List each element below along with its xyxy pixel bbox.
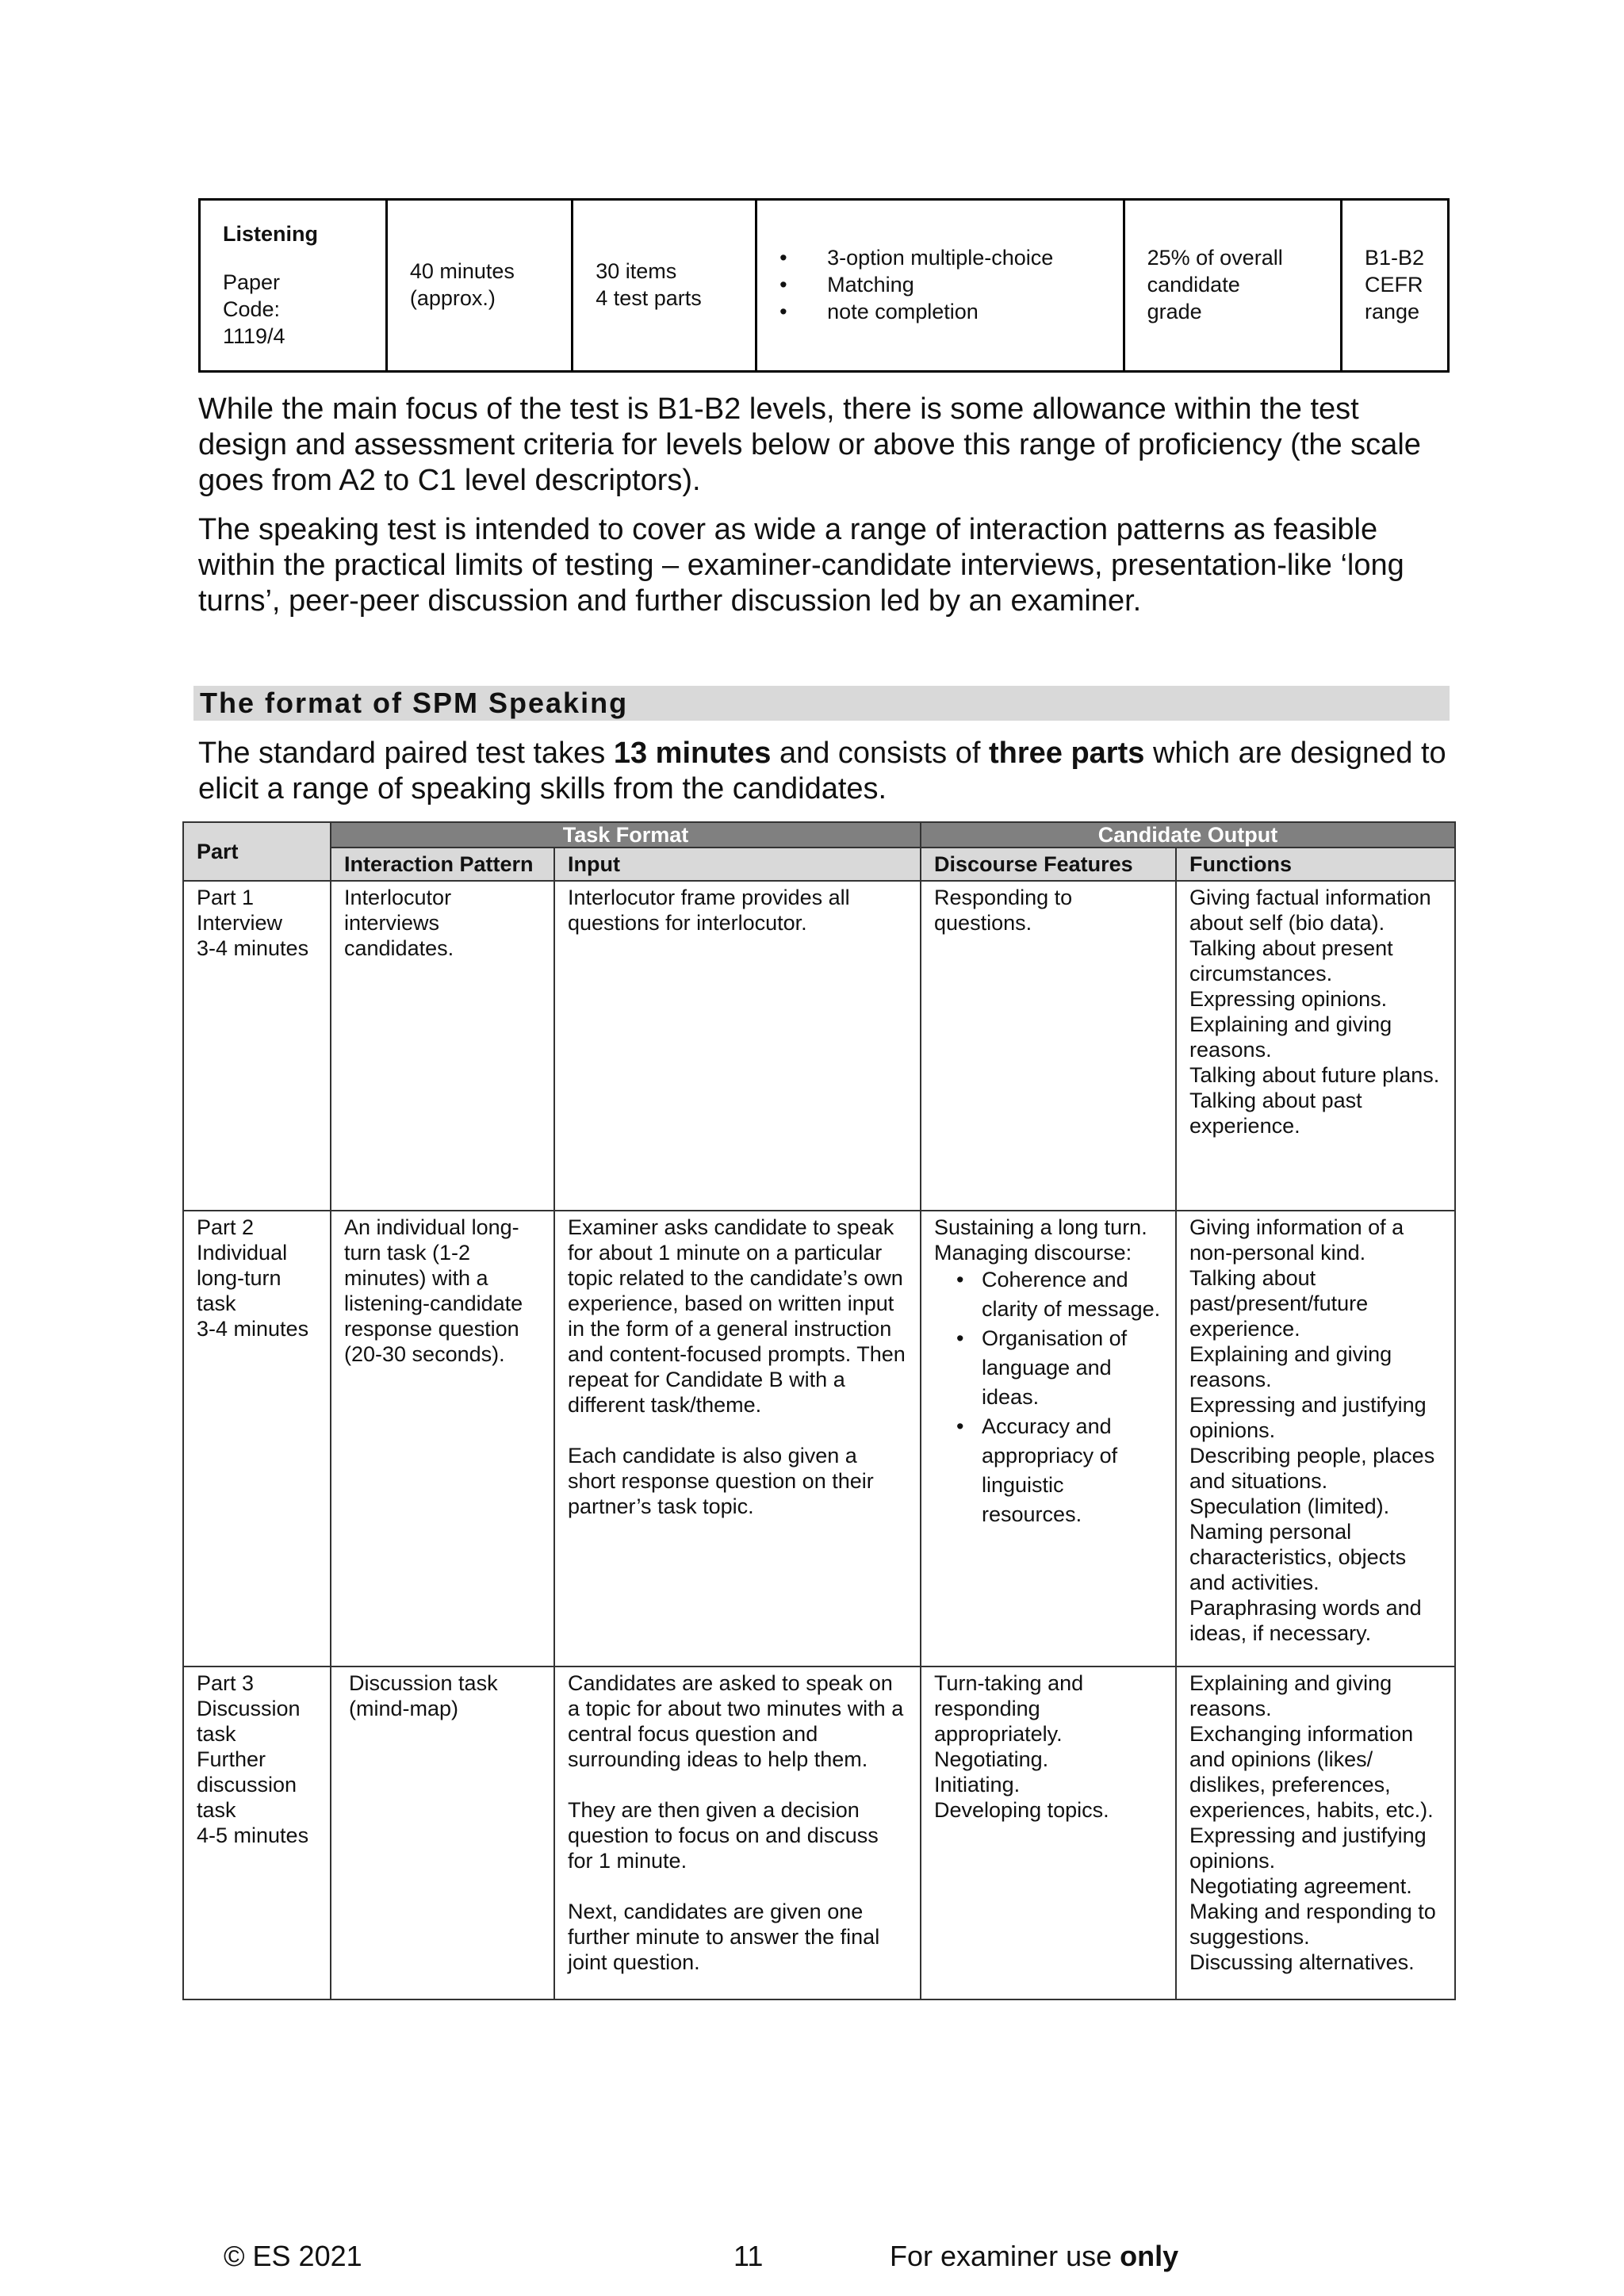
speaking-format-table — [182, 821, 1456, 2000]
listening-table — [198, 198, 1450, 373]
discourse-line: Initiating. — [934, 1773, 1021, 1797]
function-line: Explaining and giving reasons. — [1189, 1012, 1392, 1062]
part-line: Part 2 — [197, 1215, 255, 1239]
functions-cell — [1176, 881, 1455, 1211]
part-cell — [183, 1211, 331, 1667]
list-item: • note completion — [827, 299, 1111, 326]
discourse-line: Managing discourse: — [934, 1241, 1132, 1265]
parts-count: 4 test parts — [596, 286, 702, 310]
paragraph-levels: While the main focus of the test is B1-B2 levels, there is some allowance within the test design and assessment criteria for levels below or above this range of proficiency (the scale goes from A2 to C1 level descriptors). — [198, 392, 1421, 497]
intro-text: and consists of — [771, 737, 989, 770]
discourse-line: Sustaining a long turn. — [934, 1215, 1147, 1239]
page-number: 11 — [733, 2240, 764, 2272]
level: B1-B2 CEFR range — [1365, 246, 1425, 323]
duration: 40 minutes (approx.) — [409, 259, 515, 310]
interaction-cell — [331, 1667, 554, 1999]
weight-cell — [1124, 200, 1341, 372]
functions-cell — [1176, 1667, 1455, 1999]
col-header-functions: Functions — [1176, 848, 1455, 881]
col-header-interaction: Interaction Pattern — [331, 848, 554, 881]
footer-note — [890, 2240, 1178, 2273]
level-cell — [1342, 200, 1449, 372]
function-line: Giving factual information about self (bio data). — [1189, 886, 1431, 935]
input-text: Candidates are asked to speak on a topic for about two minutes with a central focus question and surrounding ideas to help them. — [568, 1671, 904, 1771]
function-line: Making and responding to suggestions. — [1189, 1900, 1436, 1949]
function-line: Exchanging information and opinions (likes/ dislikes, preferences, experiences, habits, etc.). — [1189, 1722, 1434, 1822]
paragraph-interaction: The speaking test is intended to cover as wide a range of interaction patterns as feasible within the practical limits of testing – examiner-candidate interviews, presentation-like ‘long turns’, peer-peer discussion and further discussion led by an examiner. — [198, 513, 1404, 618]
part-line: 4-5 minutes — [197, 1823, 309, 1847]
input-cell — [554, 881, 921, 1211]
table-row — [183, 1667, 1455, 1999]
function-line: Negotiating agreement. — [1189, 1874, 1412, 1898]
function-line: Paraphrasing words and ideas, if necessary. — [1189, 1596, 1422, 1645]
function-line: Giving information of a non-personal kind. — [1189, 1215, 1404, 1265]
input-text: Examiner asks candidate to speak for about 1 minute on a particular topic related to the candidate’s own experience, based on written input in the form of a general instruction and content-focused prompts. Then repeat for Candidate B with a different task/theme. — [568, 1215, 906, 1417]
col-header-part: Part — [183, 822, 331, 881]
interaction-text: Discussion task (mind-map) — [349, 1671, 498, 1720]
part-line: 3-4 minutes — [197, 1317, 309, 1341]
function-line: Talking about past/present/future experience. — [1189, 1266, 1369, 1341]
functions-cell — [1176, 1211, 1455, 1667]
list-item: • Coherence and clarity of message. — [982, 1265, 1162, 1324]
intro-duration: 13 minutes — [613, 737, 772, 770]
input-text: Interlocutor frame provides all questions for interlocutor. — [568, 886, 850, 935]
function-line: Explaining and giving reasons. — [1189, 1342, 1392, 1391]
input-cell — [554, 1211, 921, 1667]
input-text: They are then given a decision question to focus on and discuss for 1 minute. — [568, 1798, 879, 1873]
function-line: Expressing and justifying opinions. — [1189, 1393, 1427, 1442]
discourse-line: Negotiating. — [934, 1747, 1049, 1771]
discourse-cell — [921, 881, 1176, 1211]
function-line: Expressing opinions. — [1189, 987, 1388, 1011]
discourse-cell — [921, 1667, 1176, 1999]
part-cell — [183, 881, 331, 1211]
list-item: • Accuracy and appropriacy of linguistic resources. — [982, 1412, 1162, 1529]
intro-text: The standard paired test takes — [198, 737, 614, 770]
part-line: Interview — [197, 911, 283, 935]
formats-cell — [756, 200, 1124, 372]
part-line: Individual long-turn task — [197, 1241, 288, 1315]
section-heading: The format of SPM Speaking — [193, 686, 1450, 721]
paper-title: Listening — [223, 221, 318, 246]
function-line: Describing people, places and situations. — [1189, 1444, 1435, 1493]
duration-cell — [386, 200, 572, 372]
col-header-task-format: Task Format — [331, 822, 921, 848]
list-item: • 3-option multiple-choice — [827, 245, 1111, 272]
discourse-line: Turn-taking and responding appropriately. — [934, 1671, 1084, 1746]
function-line: Speculation (limited). — [1189, 1494, 1390, 1518]
part-line: 3-4 minutes — [197, 936, 309, 960]
part-cell — [183, 1667, 331, 1999]
items-count: 30 items — [596, 259, 677, 284]
function-line: Talking about present circumstances. — [1189, 936, 1393, 985]
part-line: Discussion task — [197, 1697, 301, 1746]
paper-cell — [200, 200, 387, 372]
part-line: Further discussion task — [197, 1747, 297, 1822]
interaction-cell: An individual long-turn task (1-2 minutes) with a listening-candidate response question (20-30 seconds). — [331, 1211, 554, 1667]
input-text: Each candidate is also given a short response question on their partner’s task topic. — [568, 1444, 874, 1518]
footer-note-text: For examiner use — [890, 2240, 1120, 2272]
list-item: • Organisation of language and ideas. — [982, 1324, 1162, 1412]
discourse-bullets — [934, 1265, 1162, 1529]
col-header-candidate-output: Candidate Output — [921, 822, 1455, 848]
table-row — [183, 1211, 1455, 1667]
intro-text: which are designed to elicit a range of speaking skills from the candidates. — [198, 737, 1446, 806]
function-line: Talking about future plans. — [1189, 1063, 1440, 1087]
discourse-line: Responding to questions. — [934, 886, 1073, 935]
list-item: • Matching — [827, 272, 1111, 299]
interaction-cell: Interlocutor interviews candidates. — [331, 881, 554, 1211]
col-header-discourse: Discourse Features — [921, 848, 1176, 881]
section-intro — [198, 736, 1451, 807]
intro-parts: three parts — [988, 737, 1145, 770]
discourse-cell — [921, 1211, 1176, 1667]
function-line: Talking about past experience. — [1189, 1089, 1362, 1138]
table-row — [183, 881, 1455, 1211]
discourse-line: Developing topics. — [934, 1798, 1109, 1822]
formats-list — [779, 245, 1111, 325]
header-row — [183, 848, 1455, 881]
paper-code: Paper Code: 1119/4 — [223, 270, 285, 348]
part-line: Part 1 — [197, 886, 255, 909]
table-row — [200, 200, 1449, 372]
footer-copyright: © ES 2021 — [224, 2240, 362, 2272]
items-cell — [573, 200, 756, 372]
function-line: Discussing alternatives. — [1189, 1950, 1415, 1974]
function-line: Expressing and justifying opinions. — [1189, 1823, 1427, 1873]
header-row — [183, 822, 1455, 848]
input-text: Next, candidates are given one further minute to answer the final joint question. — [568, 1900, 880, 1974]
footer-note-emphasis: only — [1120, 2240, 1179, 2272]
input-cell — [554, 1667, 921, 1999]
col-header-input: Input — [554, 848, 921, 881]
function-line: Naming personal characteristics, objects and activities. — [1189, 1520, 1407, 1594]
part-line: Part 3 — [197, 1671, 255, 1695]
weight: 25% of overall candidate grade — [1147, 246, 1283, 323]
function-line: Explaining and giving reasons. — [1189, 1671, 1392, 1720]
